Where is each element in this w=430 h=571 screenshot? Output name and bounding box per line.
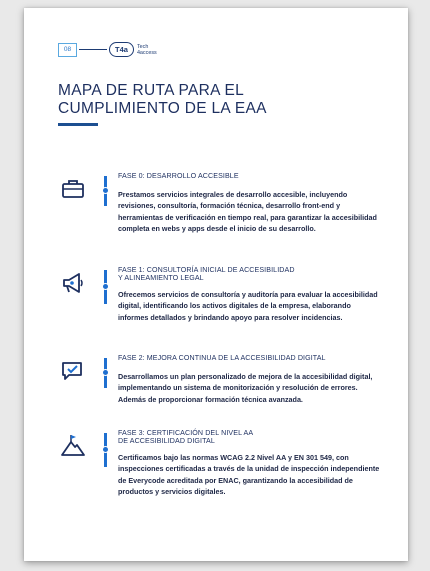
- phase-body: Prestamos servicios integrales de desarrollo accesible, incluyendo revisiones, consultoría, formación técnica, desarrollo front-end y herramientas de verificación en tiempo real, para garantizar la accesibilidad completa en webs y apps desde el inicio de su desarrollo.: [118, 190, 377, 234]
- brand-logo: [109, 42, 134, 57]
- briefcase-icon: [60, 176, 86, 202]
- title-underline: [58, 123, 98, 126]
- logo-mark-text: T4a: [115, 45, 128, 54]
- mountain-flag-icon: [60, 433, 86, 459]
- timeline-dot: [102, 283, 109, 290]
- brand-name-line2: 4access: [136, 49, 157, 56]
- page-header: [58, 42, 157, 57]
- document-page: [24, 8, 408, 561]
- page-title: [58, 82, 267, 117]
- timeline-dot: [102, 369, 109, 376]
- timeline-dot: [102, 446, 109, 453]
- phase-body: Certificamos bajo las normas WCAG 2.2 Nivel AA y EN 301 549, con inspecciones certificadas a través de la unidad de inspección independiente de Everycode acreditada por ENAC, garantizando la accesibilidad de productos y servicios digitales.: [118, 453, 380, 497]
- phase-title: FASE 3: CERTIFICACIÓN DEL NIVEL AA DE ACCESIBILIDAD DIGITAL: [118, 429, 254, 445]
- brand-name: [137, 44, 157, 56]
- phase-title: FASE 0: DESARROLLO ACCESIBLE: [118, 172, 239, 180]
- megaphone-icon: [60, 270, 86, 296]
- header-divider: [79, 49, 107, 50]
- timeline-dot: [102, 187, 109, 194]
- phase-title: FASE 1: CONSULTORÍA INICIAL DE ACCESIBILIDAD Y ALINEAMIENTO LEGAL: [118, 266, 295, 282]
- brand-name-line1: Tech: [136, 43, 149, 50]
- phase-title: FASE 2: MEJORA CONTINUA DE LA ACCESIBILIDAD DIGITAL: [118, 354, 326, 362]
- phase-body: Desarrollamos un plan personalizado de mejora de la accesibilidad digital, implementando un sistema de monitorización y resolución de errores. Además de proporcionar formación técnica avanzada.: [118, 372, 373, 404]
- phase-body: Ofrecemos servicios de consultoría y auditoría para evaluar la accesibilidad digital, identificando los activos digitales de la empresa, elaborando informes detallados y brindando apoyo para resolver incidencias.: [118, 290, 378, 322]
- page-number: 08: [58, 43, 77, 57]
- chat-check-icon: [60, 358, 86, 384]
- title-line-2: CUMPLIMIENTO DE LA EAA: [58, 99, 267, 117]
- title-line-1: MAPA DE RUTA PARA EL: [58, 82, 245, 99]
